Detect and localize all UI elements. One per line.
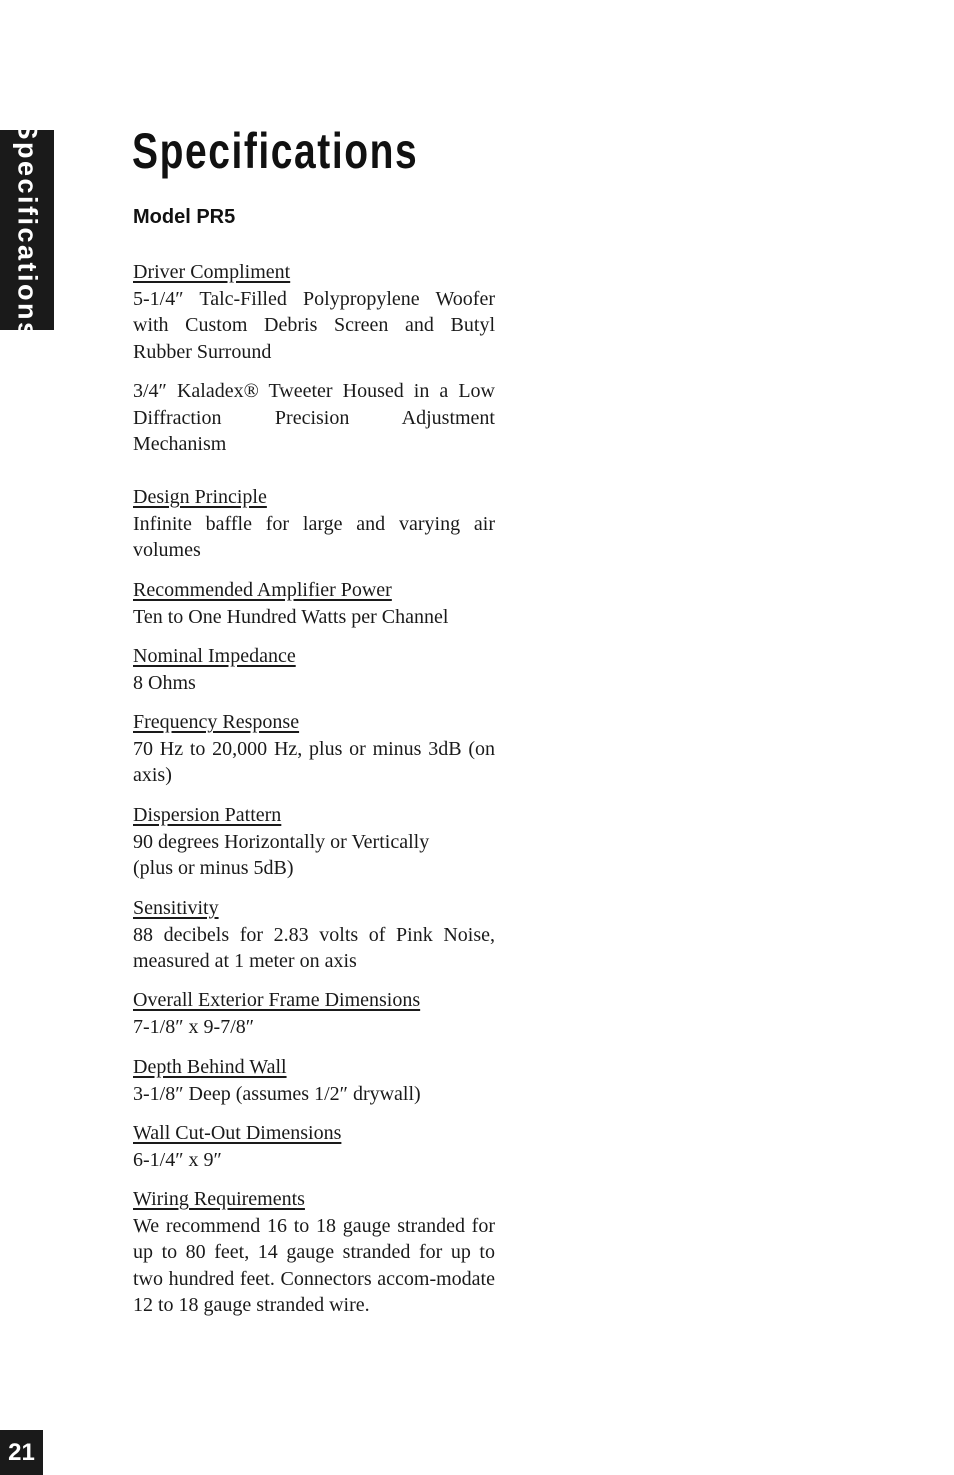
spec-amp-text: Ten to One Hundred Watts per Channel bbox=[133, 605, 449, 628]
spec-design bbox=[133, 484, 495, 564]
spec-driver-tweeter-block bbox=[133, 378, 495, 458]
spec-dispersion-text2: (plus or minus 5dB) bbox=[133, 857, 294, 879]
spec-wiring bbox=[133, 1186, 495, 1319]
spec-wiring-heading: Wiring Requirements bbox=[133, 1188, 305, 1210]
spec-design-text: Infinite baffle for large and varying air volumes bbox=[133, 512, 495, 561]
spec-driver bbox=[133, 259, 495, 365]
spec-impedance bbox=[133, 643, 495, 696]
spec-sensitivity bbox=[133, 895, 495, 975]
spec-amp bbox=[133, 577, 495, 630]
spec-frequency bbox=[133, 709, 495, 789]
spec-dispersion bbox=[133, 802, 495, 882]
spec-frame bbox=[133, 987, 495, 1040]
model-name: Model PR5 bbox=[133, 206, 236, 228]
spec-amp-heading: Recommended Amplifier Power bbox=[133, 579, 392, 601]
spec-frame-text: 7-1/8″ x 9-7/8″ bbox=[133, 1015, 255, 1038]
spec-driver-tweeter: 3/4″ Kaladex® Tweeter Housed in a Low Diffraction Precision Adjustment Mechanism bbox=[133, 380, 495, 455]
spec-wiring-text: We recommend 16 to 18 gauge stranded for up to 80 feet, 14 gauge stranded for up to two hundred feet. Connectors accom-modate 12 to 18 gauge stranded wire. bbox=[133, 1214, 495, 1316]
spec-sensitivity-heading: Sensitivity bbox=[133, 897, 219, 919]
spec-frequency-text: 70 Hz to 20,000 Hz, plus or minus 3dB (on axis) bbox=[133, 737, 495, 786]
spec-frequency-heading: Frequency Response bbox=[133, 711, 300, 733]
section-side-tab bbox=[0, 120, 54, 340]
spec-design-heading: Design Principle bbox=[133, 486, 267, 508]
spec-impedance-heading: Nominal Impedance bbox=[133, 645, 296, 667]
spec-depth-heading: Depth Behind Wall bbox=[133, 1056, 287, 1078]
spec-driver-woofer: 5-1/4″ Talc-Filled Polypropylene Woofer with Custom Debris Screen and Butyl Rubber Surround bbox=[133, 287, 495, 363]
side-tab-label: Specifications bbox=[12, 120, 43, 340]
spec-cutout-heading: Wall Cut-Out Dimensions bbox=[133, 1122, 342, 1144]
spec-driver-heading: Driver Compliment bbox=[133, 261, 291, 283]
spec-cutout-text: 6-1/4″ x 9″ bbox=[133, 1148, 222, 1171]
spec-depth bbox=[133, 1054, 495, 1107]
spec-cutout bbox=[133, 1120, 495, 1173]
page-number: 21 bbox=[0, 1430, 43, 1475]
spec-frame-heading: Overall Exterior Frame Dimensions bbox=[133, 989, 421, 1011]
spec-sensitivity-text: 88 decibels for 2.83 volts of Pink Noise, measured at 1 meter on axis bbox=[133, 923, 495, 972]
spec-dispersion-heading: Dispersion Pattern bbox=[133, 804, 282, 826]
spec-dispersion-text1: 90 degrees Horizontally or Vertically bbox=[133, 830, 430, 853]
spec-depth-text: 3-1/8″ Deep (assumes 1/2″ drywall) bbox=[133, 1082, 421, 1105]
page-title: Specifications bbox=[132, 123, 419, 179]
spec-impedance-text: 8 Ohms bbox=[133, 671, 196, 694]
